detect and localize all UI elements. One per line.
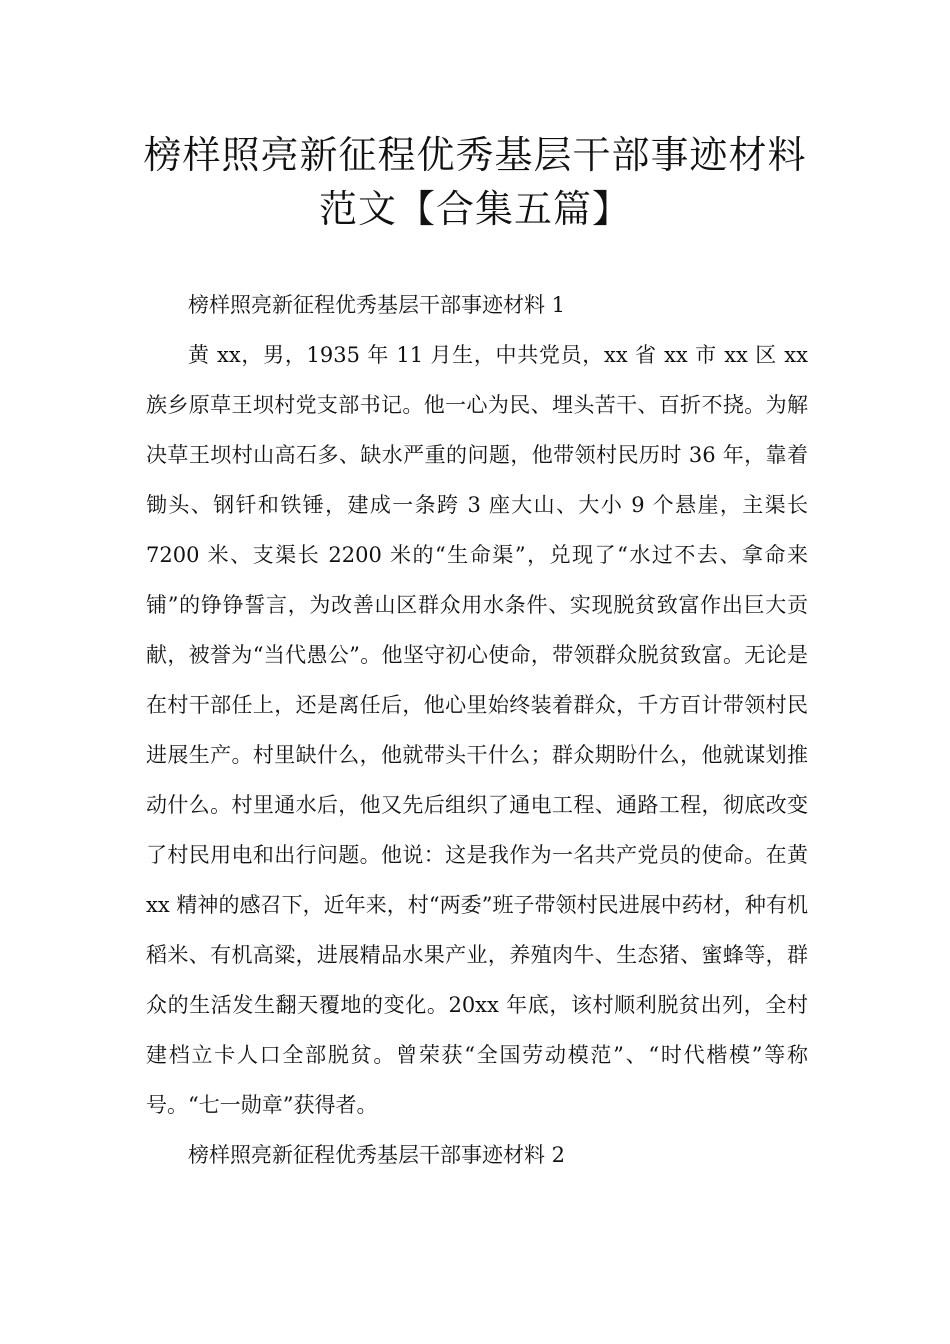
section-heading-2: 榜样照亮新征程优秀基层干部事迹材料 2 — [188, 1143, 566, 1167]
document-title — [120, 128, 830, 236]
document-title-line-2: 范文【合集五篇】 — [318, 187, 631, 231]
section-1-paragraph: 黄 xx，男，1935 年 11 月生，中共党员，xx 省 xx 市 xx 区 xx 族乡原草王坝村党支部书记。他一心为民、埋头苦干、百折不挠。为解决草王坝村山高石多、缺水严重的问题，他带领村民历时 36 年，靠着锄头、钢钎和铁锤，建成一条跨 3 座大山、大小 9 个悬崖，主渠长 7200 米、支渠长 2200 米的“生命渠”，兑现了“水过不去、拿命来铺”的铮铮誓言，为改善山区群众用水条件、实现脱贫致富作出巨大贡献，被誉为“当代愚公”。他坚守初心使命，带领群众脱贫致富。无论是在村干部任上，还是离任后，他心里始终装着群众，千方百计带领村民进展生产。村里缺什么，他就带头干什么；群众期盼什么，他就谋划推动什么。村里通水后，他又先后组织了通电工程、通路工程，彻底改变了村民用电和出行问题。他说：这是我作为一名共产党员的使命。在黄 xx 精神的感召下，近年来，村“两委”班子带领村民进展中药材，种有机稻米、有机高粱，进展精品水果产业，养殖肉牛、生态猪、蜜蜂等，群众的生活发生翻天覆地的变化。20xx 年底，该村顺利脱贫出列，全村建档立卡人口全部脱贫。曾荣获“全国劳动模范”、“时代楷模”等称号。“七一勋章”获得者。 — [146, 343, 808, 1117]
document-body — [146, 280, 808, 1180]
document-title-line-1: 榜样照亮新征程优秀基层干部事迹材料 — [143, 133, 807, 177]
section-heading-1: 榜样照亮新征程优秀基层干部事迹材料 1 — [188, 293, 566, 317]
